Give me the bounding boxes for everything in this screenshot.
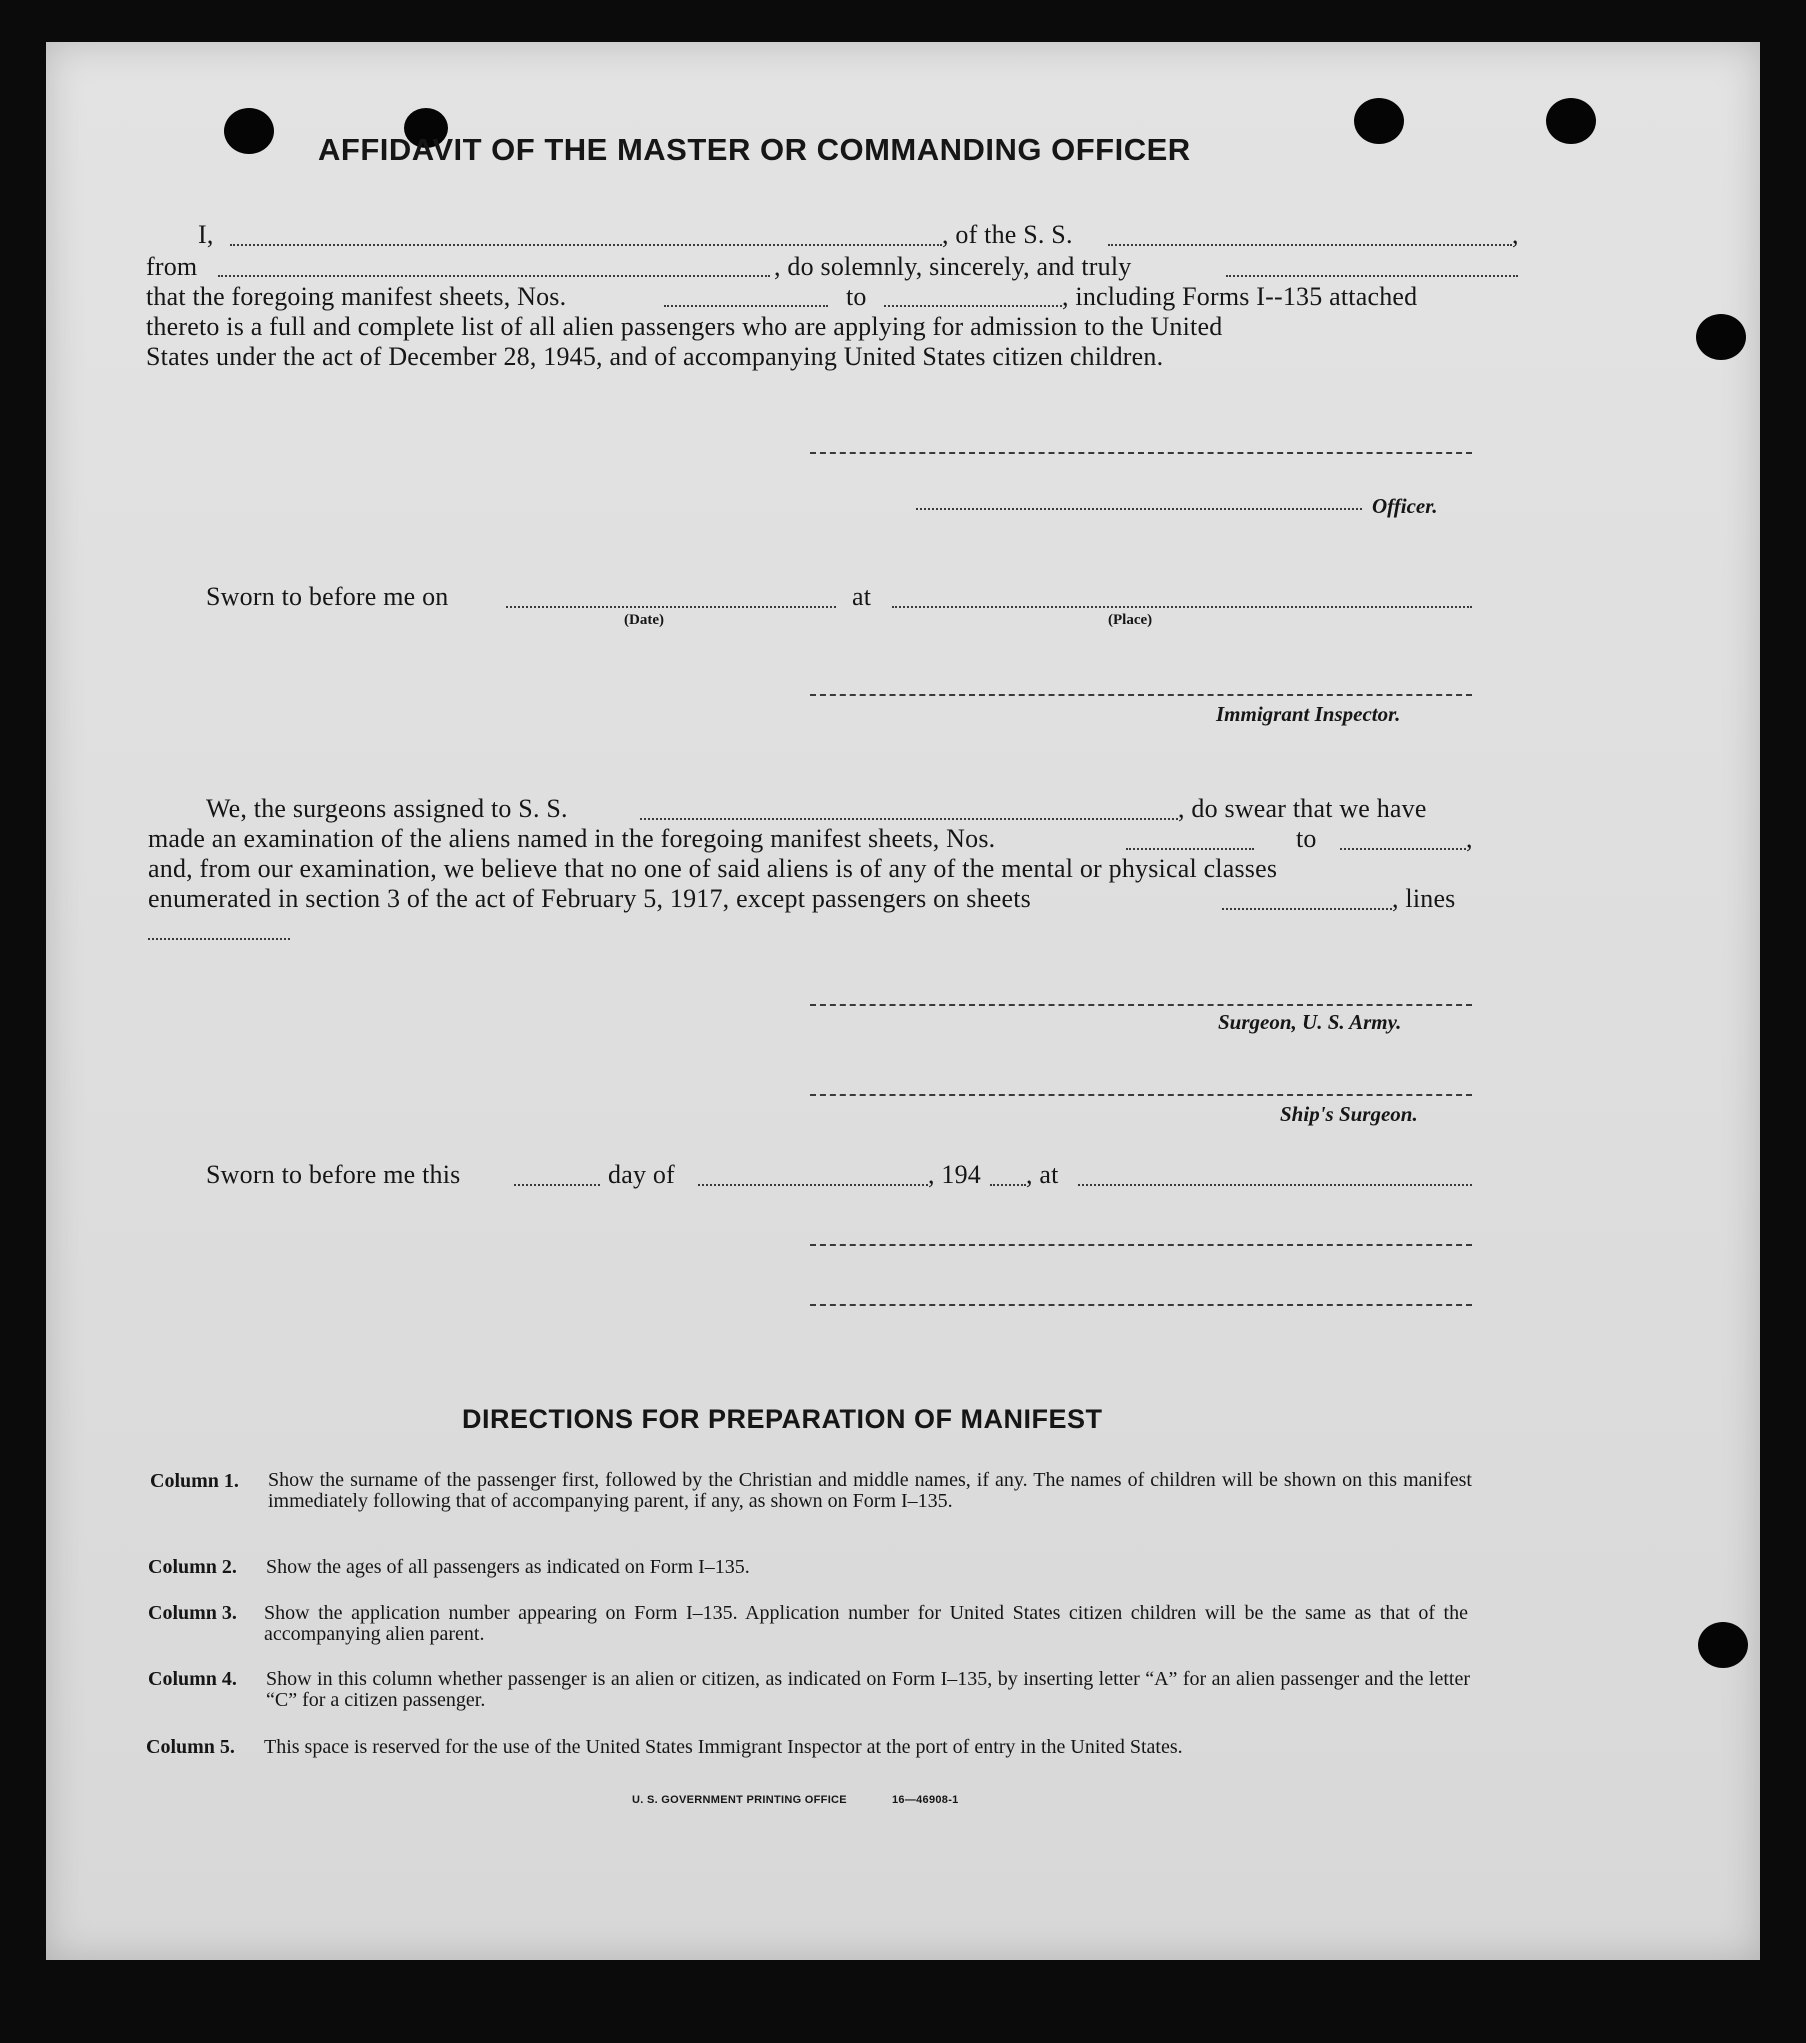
sworn1-text: Sworn to before me on bbox=[206, 582, 449, 611]
sworn-year-field[interactable] bbox=[990, 1184, 1026, 1186]
from-port-field[interactable] bbox=[218, 275, 770, 277]
sworn2-day-of: day of bbox=[608, 1160, 675, 1189]
sworn2-at: , at bbox=[1026, 1160, 1059, 1189]
directions-title: DIRECTIONS FOR PREPARATION OF MANIFEST bbox=[462, 1404, 1103, 1434]
surgeon-ship-field[interactable] bbox=[640, 818, 1178, 820]
punch-hole bbox=[1546, 98, 1596, 144]
surgeons-line1-start: We, the surgeons assigned to S. S. bbox=[206, 794, 568, 823]
form-page bbox=[46, 42, 1760, 1960]
sworn2-signature-line-2[interactable] bbox=[810, 1304, 1472, 1306]
surgeon-sheet-to-field[interactable] bbox=[1340, 848, 1466, 850]
sworn-date-field[interactable] bbox=[506, 606, 836, 608]
swear-field[interactable] bbox=[1226, 275, 1518, 277]
sworn2-year: , 194 bbox=[928, 1160, 981, 1189]
surgeons-line3: and, from our examination, we believe that no one of said aliens is of any of the mental or physical classes bbox=[148, 854, 1278, 883]
punch-hole bbox=[1696, 314, 1746, 360]
surgeons-line2-start: made an examination of the aliens named in the foregoing manifest sheets, Nos. bbox=[148, 824, 996, 853]
affidavit-line1-end: , bbox=[1512, 220, 1519, 249]
column-4-text: Show in this column whether passenger is an alien or citizen, as indicated on Form I–135, by inserting letter “A” for an alien passenger and the letter “C” for a citizen passenger. bbox=[266, 1668, 1470, 1711]
printer-imprint: U. S. GOVERNMENT PRINTING OFFICE bbox=[632, 1794, 847, 1806]
column-3-text: Show the application number appearing on Form I–135. Application number for United States citizen children will be the same as that of the accompanying alien parent. bbox=[264, 1602, 1468, 1645]
surgeons-line1-end: , do swear that we have bbox=[1178, 794, 1427, 823]
sworn2-signature-line-1[interactable] bbox=[810, 1244, 1472, 1246]
column-1-head: Column 1. bbox=[150, 1470, 239, 1492]
column-1-text: Show the surname of the passenger first, followed by the Christian and middle names, if any. The names of children will be shown on this manifest immediately following that of accompanying parent, if any, as shown on Form I–135. bbox=[268, 1469, 1472, 1512]
army-surgeon-label: Surgeon, U. S. Army. bbox=[1218, 1010, 1402, 1034]
master-name-field[interactable] bbox=[230, 244, 942, 246]
master-signature-line[interactable] bbox=[810, 452, 1472, 454]
ship-surgeon-signature-line[interactable] bbox=[810, 1094, 1472, 1096]
surgeon-sheet-from-field[interactable] bbox=[1126, 848, 1254, 850]
sheet-from-field[interactable] bbox=[664, 305, 828, 307]
column-5-text: This space is reserved for the use of the United States Immigrant Inspector at the port of entry in the United States. bbox=[264, 1736, 1183, 1758]
form-code: 16—46908-1 bbox=[892, 1794, 959, 1806]
sworn-place-field[interactable] bbox=[892, 606, 1472, 608]
affidavit-line3-start: that the foregoing manifest sheets, Nos. bbox=[146, 282, 567, 311]
sheet-to-field[interactable] bbox=[884, 305, 1062, 307]
inspector-label: Immigrant Inspector. bbox=[1216, 702, 1401, 726]
army-surgeon-signature-line[interactable] bbox=[810, 1004, 1472, 1006]
except-lines-field[interactable] bbox=[148, 938, 290, 940]
column-2-head: Column 2. bbox=[148, 1556, 237, 1578]
surgeons-line4-end: , lines bbox=[1392, 884, 1456, 913]
sworn1-at: at bbox=[852, 582, 872, 611]
surgeons-line2-end: , bbox=[1466, 824, 1473, 853]
affidavit-title: AFFIDAVIT OF THE MASTER OR COMMANDING OFFICER bbox=[318, 132, 1191, 167]
column-2-text: Show the ages of all passengers as indicated on Form I–135. bbox=[266, 1556, 750, 1578]
sworn2-text: Sworn to before me this bbox=[206, 1160, 461, 1189]
place-caption: (Place) bbox=[1108, 612, 1153, 628]
officer-label: Officer. bbox=[1372, 494, 1438, 518]
date-caption: (Date) bbox=[624, 612, 664, 628]
affidavit-line1-start: I, bbox=[198, 220, 214, 249]
affidavit-line5: States under the act of December 28, 1945, and of accompanying United States citizen children. bbox=[146, 342, 1164, 371]
affidavit-line2-start: from bbox=[146, 252, 198, 281]
punch-hole bbox=[224, 108, 274, 154]
column-4-head: Column 4. bbox=[148, 1668, 237, 1690]
punch-hole bbox=[1354, 98, 1404, 144]
affidavit-line2-mid: , do solemnly, sincerely, and truly bbox=[774, 252, 1132, 281]
affidavit-line1-mid: , of the S. S. bbox=[942, 220, 1073, 249]
affidavit-line3-end: , including Forms I--135 attached bbox=[1062, 282, 1418, 311]
punch-hole bbox=[1698, 1622, 1748, 1668]
affidavit-line3-mid: to bbox=[846, 282, 867, 311]
column-3-head: Column 3. bbox=[148, 1602, 237, 1624]
sworn2-place-field[interactable] bbox=[1078, 1184, 1472, 1186]
except-sheets-field[interactable] bbox=[1222, 908, 1392, 910]
ship-name-field[interactable] bbox=[1108, 244, 1512, 246]
affidavit-line4: thereto is a full and complete list of all alien passengers who are applying for admission to the United bbox=[146, 312, 1223, 341]
ship-surgeon-label: Ship's Surgeon. bbox=[1280, 1102, 1418, 1126]
surgeons-line2-mid: to bbox=[1296, 824, 1317, 853]
inspector-signature-line[interactable] bbox=[810, 694, 1472, 696]
surgeons-line4-start: enumerated in section 3 of the act of February 5, 1917, except passengers on sheets bbox=[148, 884, 1031, 913]
sworn-month-field[interactable] bbox=[698, 1184, 928, 1186]
column-5-head: Column 5. bbox=[146, 1736, 235, 1758]
sworn-day-field[interactable] bbox=[514, 1184, 600, 1186]
officer-title-field[interactable] bbox=[916, 508, 1362, 510]
